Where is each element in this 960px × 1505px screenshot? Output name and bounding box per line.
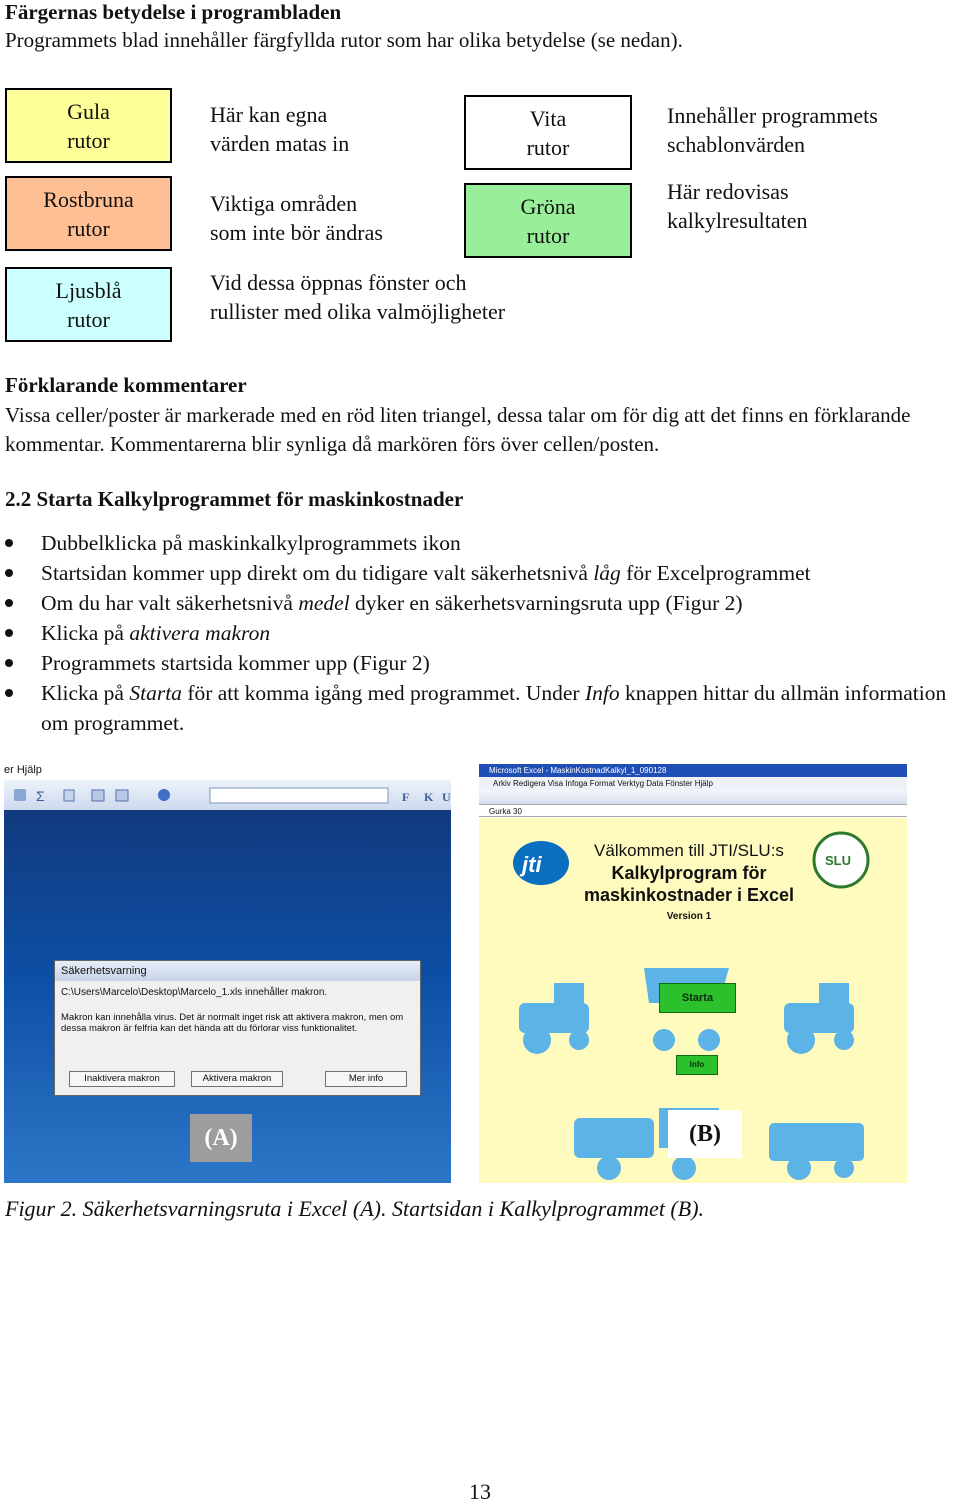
legend-box-white [464, 95, 632, 170]
figure-label-b: (B) [668, 1110, 742, 1158]
legend-desc-rust [210, 189, 383, 247]
start-button[interactable]: Starta [659, 983, 736, 1013]
figure-label-a: (A) [190, 1114, 252, 1162]
legend-label: Vita [529, 105, 567, 131]
slu-logo-icon [814, 833, 868, 887]
list-item: Dubbelklicka på maskinkalkylprogrammets ikon [0, 528, 960, 558]
bullet-icon [5, 569, 13, 577]
disable-macros-button[interactable]: Inaktivera makron [69, 1071, 175, 1087]
jti-logo-icon [513, 841, 569, 885]
legend-desc-line: Innehåller programmets [667, 103, 878, 128]
svg-text:Σ: Σ [36, 788, 45, 804]
legend-box-rust [5, 176, 172, 251]
legend-box-lightblue [5, 267, 172, 342]
legend-desc-line: Viktiga områden [210, 191, 358, 216]
dialog-path: C:\Users\Marcelo\Desktop\Marcelo_1.xls innehåller makron. [61, 987, 328, 998]
list-item: Om du har valt säkerhetsnivå medel dyker en säkerhetsvarningsruta upp (Figur 2) [0, 588, 960, 618]
comments-heading: Förklarande kommentarer [5, 373, 247, 397]
svg-text:jti: jti [522, 852, 542, 877]
excel-menu-bar: Arkiv Redigera Visa Infoga Format Verktyg Data Fönster Hjälp [479, 777, 907, 790]
list-item: Startsidan kommer upp direkt om du tidigare valt säkerhetsnivå låg för Excelprogrammet [0, 558, 960, 588]
bullet-icon [5, 539, 13, 547]
tractor-icon [519, 983, 589, 1054]
page-number: 13 [469, 1479, 491, 1504]
dialog-message: Makron kan innehålla virus. Det är normalt inget risk att aktivera makron, men om dessa makron är felfria kan det hända att du förlorar viss funktionalitet. [61, 1012, 404, 1034]
intro-text: Programmets blad innehåller färgfyllda rutor som har olika betydelse (se nedan). [5, 28, 683, 52]
bullet-icon [5, 629, 13, 637]
welcome-text [574, 840, 804, 928]
legend-box-green [464, 183, 632, 258]
legend-desc-line: Här kan egna [210, 102, 328, 127]
instruction-list [0, 528, 960, 738]
formula-bar: Gurka 30 [479, 804, 907, 817]
welcome-line-2: Kalkylprogram för [611, 863, 767, 883]
legend-desc-line: som inte bör ändras [210, 220, 383, 245]
legend-label: rutor [67, 306, 110, 332]
svg-text:U: U [442, 790, 451, 804]
bullet-icon [5, 689, 13, 697]
svg-text:K: K [424, 790, 434, 804]
legend-desc-line: värden matas in [210, 131, 350, 156]
more-info-button[interactable]: Mer info [325, 1071, 407, 1087]
legend-label: rutor [67, 127, 110, 153]
toolbar-icons [4, 780, 451, 810]
legend-desc-line: rullister med olika valmöjligheter [210, 299, 506, 324]
version-label: Version 1 [666, 911, 712, 922]
legend-desc-line: schablonvärden [667, 132, 806, 157]
tractor-icon [784, 983, 854, 1054]
section-heading: 2.2 Starta Kalkylprogrammet för maskinkostnader [5, 487, 464, 511]
legend-label: Ljusblå [55, 277, 122, 303]
legend-desc-yellow [210, 100, 349, 158]
list-item: Klicka på Starta för att komma igång med programmet. Under Info knappen hittar du allmän information om programmet. [0, 678, 960, 738]
enable-macros-button[interactable]: Aktivera makron [191, 1071, 283, 1087]
security-dialog [54, 960, 421, 1096]
bullet-icon [5, 599, 13, 607]
legend-desc-lightblue [210, 268, 505, 326]
svg-text:SLU: SLU [825, 853, 851, 868]
legend-desc-line: kalkylresultaten [667, 208, 808, 233]
legend-desc-line: Vid dessa öppnas fönster och [210, 270, 467, 295]
welcome-line-3: maskinkostnader i Excel [583, 885, 795, 905]
welcome-line-1: Välkommen till JTI/SLU:s [594, 841, 784, 860]
excel-toolbar [479, 790, 907, 804]
legend-box-yellow [5, 88, 172, 163]
legend-label: rutor [526, 134, 570, 160]
section-title: Färgernas betydelse i programbladen [5, 0, 342, 24]
comments-text: Vissa celler/poster är markerade med en röd liten triangel, dessa talar om för dig att det finns en förklarande kommentar. Kommentarerna blir synliga då markören förs över cellen/posten. [5, 403, 911, 456]
figure-caption: Figur 2. Säkerhetsvarningsruta i Excel (A). Startsidan i Kalkylprogrammet (B). [5, 1196, 705, 1221]
legend-label: Gröna [520, 193, 576, 219]
legend-label: rutor [526, 222, 570, 248]
excel-title-bar: Microsoft Excel - MaskinKostnadKalkyl_1_090128 [479, 764, 907, 777]
info-button[interactable]: Info [676, 1055, 718, 1075]
bullet-icon [5, 659, 13, 667]
list-item: Klicka på aktivera makron [0, 618, 960, 648]
legend-label: Rostbruna [43, 186, 134, 212]
excel-menu-bar: er Hjälp [4, 764, 42, 776]
legend-desc-line: Här redovisas [667, 179, 789, 204]
combine-icon [769, 1123, 864, 1180]
dialog-title: Säkerhetsvarning [55, 961, 420, 981]
legend-desc-green [667, 177, 808, 235]
legend-desc-white [667, 101, 878, 159]
legend-label: Gula [67, 98, 110, 124]
list-item: Programmets startsida kommer upp (Figur 2) [0, 648, 960, 678]
svg-text:F: F [402, 790, 410, 804]
legend-label: rutor [67, 215, 110, 241]
excel-toolbar [4, 780, 451, 811]
